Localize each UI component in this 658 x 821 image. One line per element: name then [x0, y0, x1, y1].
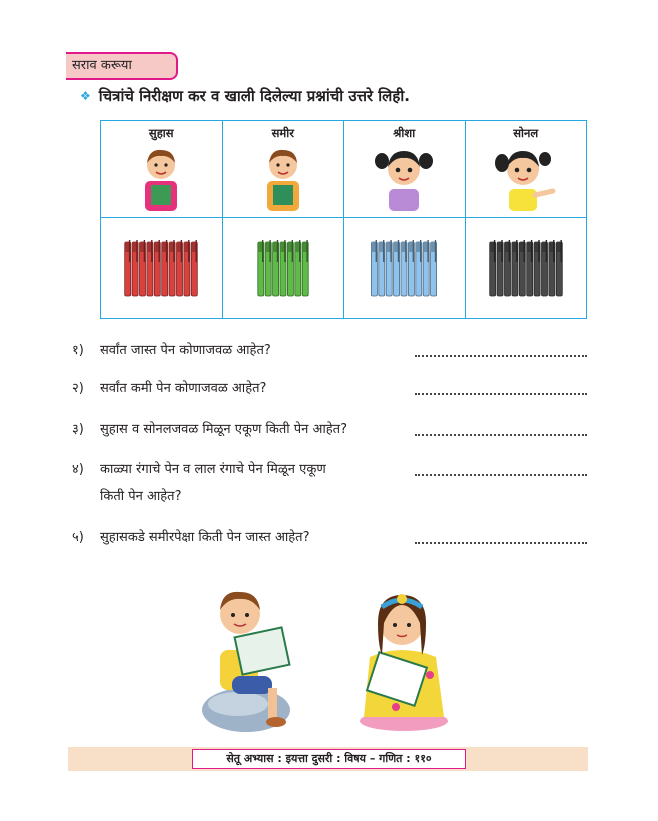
pen: [431, 240, 437, 296]
diamond-bullet-icon: ❖: [80, 89, 91, 103]
pen: [155, 240, 161, 296]
question-number: ५): [72, 530, 84, 545]
girl-icon: [371, 143, 437, 215]
pen: [519, 240, 525, 296]
girl-reading-illustration: [352, 583, 452, 735]
pen-group-shrisha: [354, 238, 454, 298]
question-text: किती पेन आहेत?: [100, 489, 182, 504]
pen: [147, 240, 153, 296]
child-cell-shrisha: [344, 121, 466, 218]
pen: [379, 240, 385, 296]
pen: [162, 240, 168, 296]
pen-cell-sameer: [222, 218, 344, 319]
answer-line-1[interactable]: [415, 354, 587, 357]
question-3: [72, 419, 347, 437]
child-cell-sameer: [222, 121, 344, 218]
pen: [423, 240, 429, 296]
pen: [184, 240, 190, 296]
child-name: सोनल: [513, 126, 539, 140]
pen: [549, 240, 555, 296]
question-2: [72, 378, 266, 396]
pen: [169, 240, 175, 296]
pen: [497, 240, 503, 296]
girl-waving-icon: [491, 143, 561, 215]
question-number: २): [72, 381, 84, 396]
answer-line-4[interactable]: [415, 473, 587, 476]
pen: [287, 240, 293, 296]
child-name: श्रीशा: [393, 126, 416, 140]
pen: [489, 240, 495, 296]
pen: [512, 240, 518, 296]
pen: [556, 240, 562, 296]
child-cell-suhas: [101, 121, 223, 218]
pen: [401, 240, 407, 296]
question-number: ३): [72, 422, 84, 437]
pen: [409, 240, 415, 296]
pen: [192, 240, 198, 296]
question-text: सुहासकडे समीरपेक्षा किती पेन जास्त आहेत?: [100, 530, 310, 545]
instruction: [80, 86, 410, 106]
pen: [272, 240, 278, 296]
child-cell-sonal: [465, 121, 587, 218]
pen: [177, 240, 183, 296]
child-name: समीर: [271, 126, 294, 140]
boy-reading-illustration: [198, 580, 298, 738]
question-text: सर्वांत कमी पेन कोणाजवळ आहेत?: [100, 381, 267, 396]
instruction-text: चित्रांचे निरीक्षण कर व खाली दिलेल्या प्रश्नांची उत्तरे लिही.: [98, 87, 410, 105]
pen: [265, 240, 271, 296]
question-4: [72, 459, 326, 477]
question-4-continued: [100, 486, 182, 504]
boy-with-book-icon: [131, 143, 191, 215]
question-text: सुहास व सोनलजवळ मिळून एकूण किती पेन आहेत?: [100, 422, 347, 437]
pen: [534, 240, 540, 296]
answer-line-3[interactable]: [415, 433, 587, 436]
pen: [372, 240, 378, 296]
pen: [386, 240, 392, 296]
pen: [280, 240, 286, 296]
pen-cell-shrisha: [344, 218, 466, 319]
pen: [258, 240, 264, 296]
pen: [504, 240, 510, 296]
pen-cell-suhas: [101, 218, 223, 319]
pen: [295, 240, 301, 296]
pen: [125, 240, 131, 296]
child-name: सुहास: [148, 126, 174, 140]
boy-with-book-icon: [253, 143, 313, 215]
question-text: काळ्या रंगाचे पेन व लाल रंगाचे पेन मिळून एकूण: [100, 462, 326, 477]
question-1: [72, 340, 271, 358]
question-5: [72, 527, 309, 545]
footer-bar: [68, 747, 588, 771]
pen: [394, 240, 400, 296]
pen-cell-sonal: [465, 218, 587, 319]
question-number: ४): [72, 462, 84, 477]
pen-group-sameer: [233, 238, 333, 298]
answer-line-5[interactable]: [415, 541, 587, 544]
pen: [302, 240, 308, 296]
pen: [132, 240, 138, 296]
footer-text: सेतू अभ्यास : इयत्ता दुसरी : विषय – गणित : ११०: [192, 749, 466, 769]
children-pens-table: [100, 120, 587, 319]
section-tag: सराव करूया: [66, 52, 178, 80]
question-text: सर्वांत जास्त पेन कोणाजवळ आहेत?: [100, 343, 271, 358]
answer-line-2[interactable]: [415, 392, 587, 395]
pen: [526, 240, 532, 296]
pen-group-sonal: [476, 238, 576, 298]
pen: [140, 240, 146, 296]
question-number: १): [72, 343, 84, 358]
pen: [416, 240, 422, 296]
pen: [541, 240, 547, 296]
pen-group-suhas: [111, 238, 211, 298]
